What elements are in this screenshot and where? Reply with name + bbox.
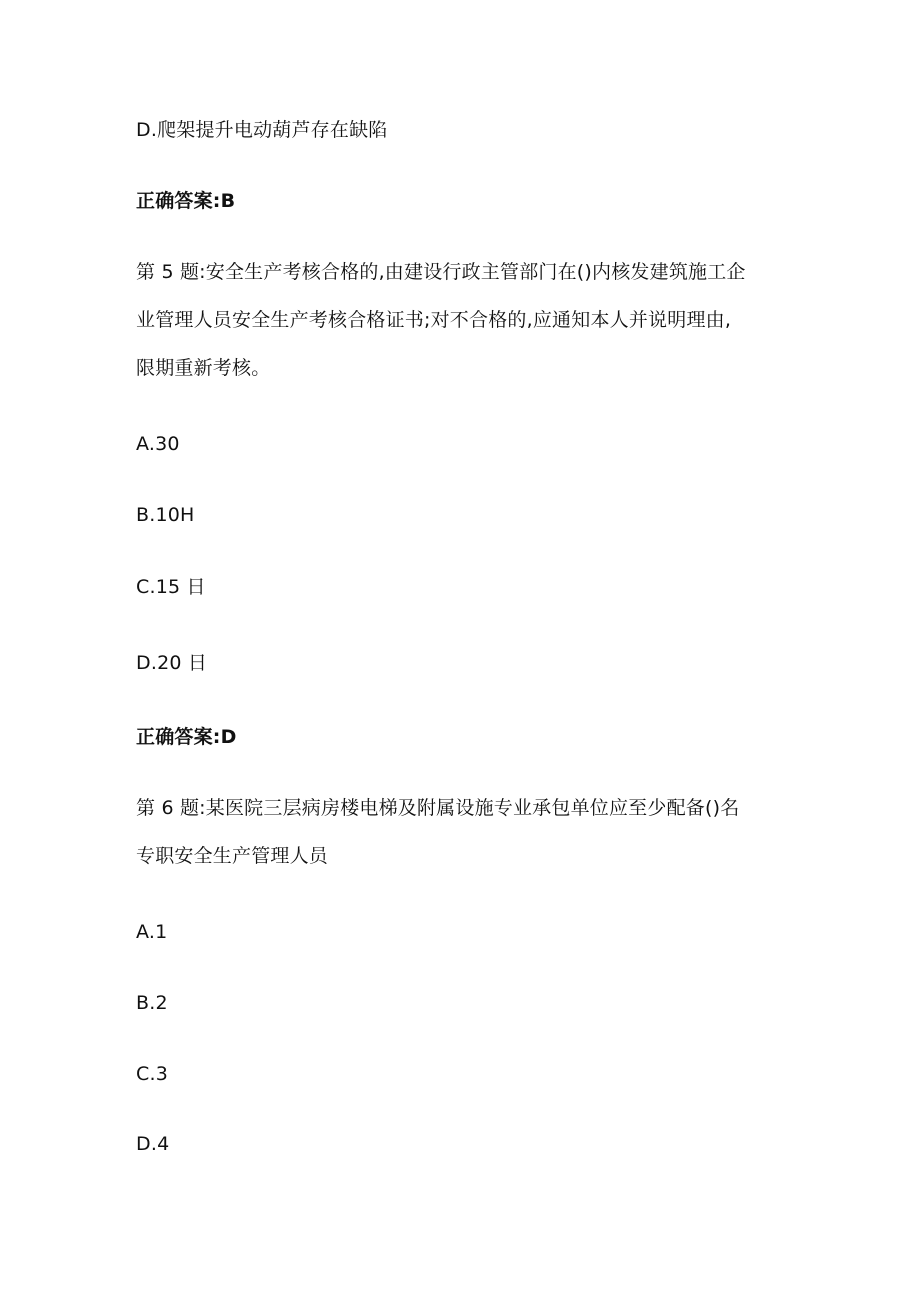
q6-option-b: B.2 <box>136 992 168 1014</box>
q5-option-c: C.15 日 <box>136 576 206 598</box>
q5-text-line-3: 限期重新考核。 <box>136 357 271 379</box>
answer-prev: 正确答案:B <box>136 190 236 212</box>
option-d-prev: D.爬架提升电动葫芦存在缺陷 <box>136 119 388 141</box>
q5-answer: 正确答案:D <box>136 726 237 748</box>
q5-option-a: A.30 <box>136 433 180 455</box>
q5-option-b: B.10H <box>136 504 195 526</box>
q5-text-line-1: 第 5 题:安全生产考核合格的,由建设行政主管部门在()内核发建筑施工企 <box>136 261 746 283</box>
q6-text-line-2: 专职安全生产管理人员 <box>136 845 329 867</box>
q6-text-line-1: 第 6 题:某医院三层病房楼电梯及附属设施专业承包单位应至少配备()名 <box>136 797 740 819</box>
q6-option-a: A.1 <box>136 921 168 943</box>
q6-option-c: C.3 <box>136 1063 168 1085</box>
q6-option-d: D.4 <box>136 1133 170 1155</box>
q5-text-line-2: 业管理人员安全生产考核合格证书;对不合格的,应通知本人并说明理由, <box>136 309 732 331</box>
q5-option-d: D.20 日 <box>136 652 208 674</box>
